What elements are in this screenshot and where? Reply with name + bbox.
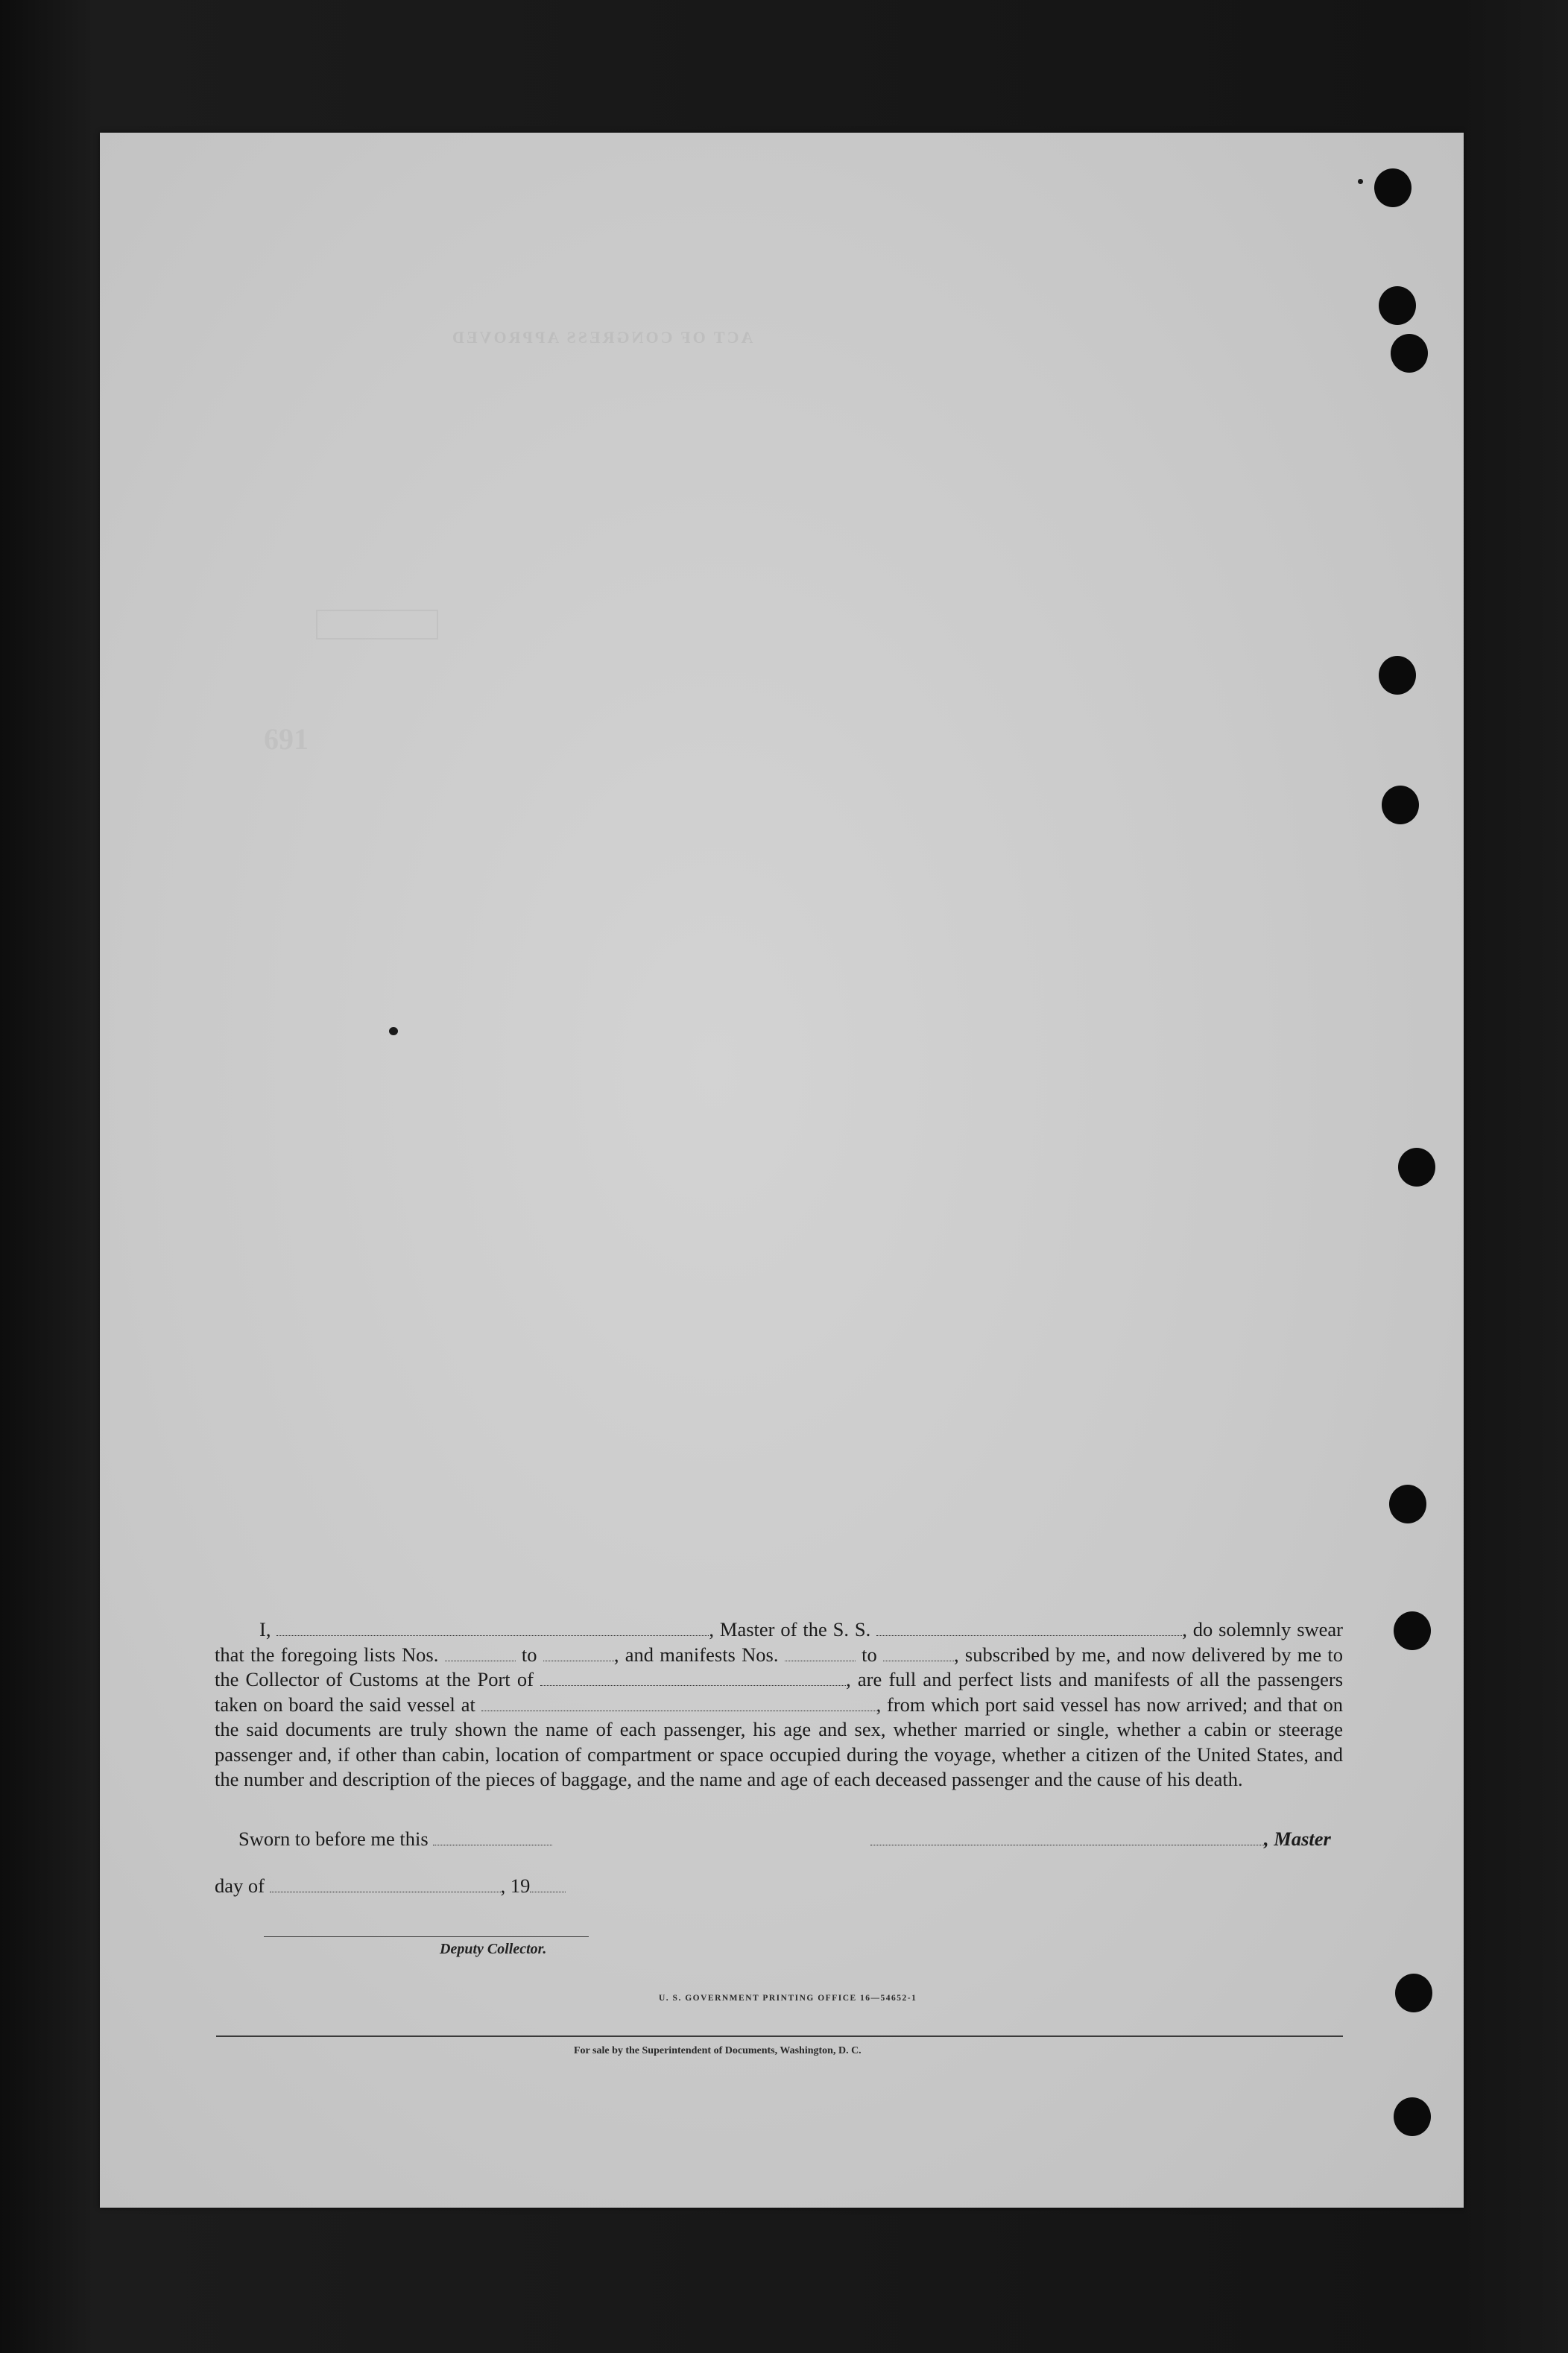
binder-hole [1379,286,1416,325]
day-of-label: day of [215,1874,265,1897]
year-blank[interactable] [530,1878,566,1892]
binder-hole [1391,334,1428,373]
binder-hole [1395,1974,1432,2012]
bleed-through-header: ACT OF CONGRESS APPROVED [450,328,753,347]
binder-hole [1394,2097,1431,2136]
sworn-label: Sworn to before me this [238,1828,429,1850]
manifests-to-blank[interactable] [883,1647,954,1661]
oath-paragraph [215,1617,1343,1793]
oath-from-which: , from which [876,1693,980,1716]
deputy-collector-label: Deputy Collector. [440,1941,547,1957]
master-signature-line [870,1828,1331,1851]
binder-hole [1379,656,1416,695]
footer-rule [216,2035,1343,2037]
oath-manifests-all: manifests of all the passengers taken on board the said vessel at [215,1668,1344,1716]
oath-to-1: to [521,1643,537,1666]
oath-are-full: , are full and perfect lists and [846,1668,1087,1690]
oath-to-2: to [862,1643,877,1666]
month-blank[interactable] [270,1878,501,1892]
manifests-from-blank[interactable] [785,1647,856,1661]
port-blank[interactable] [540,1672,846,1686]
bleed-through-number: 691 [264,722,309,756]
master-label: , Master [1264,1828,1331,1850]
binder-hole [1394,1611,1431,1650]
binder-hole [1374,168,1411,207]
lists-from-blank[interactable] [445,1647,516,1661]
binder-hole [1389,1485,1426,1523]
ink-speck [1358,179,1363,184]
oath-subscribed: , subscribed by me, and now [954,1643,1186,1666]
binder-hole [1382,786,1419,824]
oath-master-of-ss: , Master of the S. S. [709,1618,871,1640]
binder-hole [1398,1148,1435,1187]
lists-to-blank[interactable] [543,1647,614,1661]
ink-speck [389,1027,398,1035]
day-of-line [215,1874,566,1898]
oath-delivered: delivered by me to the Collector of Customs at the Port of [215,1643,1344,1690]
oath-rest: port said vessel has now arrived; and that on the said documents are truly shown the name of each passenger, his age and sex, whether married or single, whether a cabin or steerage passenger and, if other than cabin, location of compartment or space occupied during the voyage, whether a citizen of the United States, and the number and description of the pieces of baggage, and the name and age of each deceased passenger and the cause of his death. [215,1693,1344,1790]
departure-port-blank[interactable] [481,1697,876,1711]
oath-swear-lists: swear that the foregoing lists Nos. [215,1618,1344,1666]
master-signature-blank[interactable] [870,1831,1264,1845]
ship-name-blank[interactable] [876,1622,1182,1636]
deputy-signature-line[interactable] [264,1936,589,1937]
printer-imprint: U. S. GOVERNMENT PRINTING OFFICE 16—54652-1 [659,1994,917,2003]
year-prefix: , 19 [500,1874,531,1897]
oath-and-manifests: , and manifests Nos. [613,1643,779,1666]
sworn-day-blank[interactable] [433,1831,552,1845]
bleed-through-stamp [316,610,438,639]
master-name-blank[interactable] [276,1622,709,1636]
oath-do-solemnly: , do solemnly [1182,1618,1292,1640]
oath-i: I, [259,1618,271,1640]
sworn-line [238,1828,552,1851]
for-sale-notice: For sale by the Superintendent of Documents, Washington, D. C. [574,2045,862,2056]
